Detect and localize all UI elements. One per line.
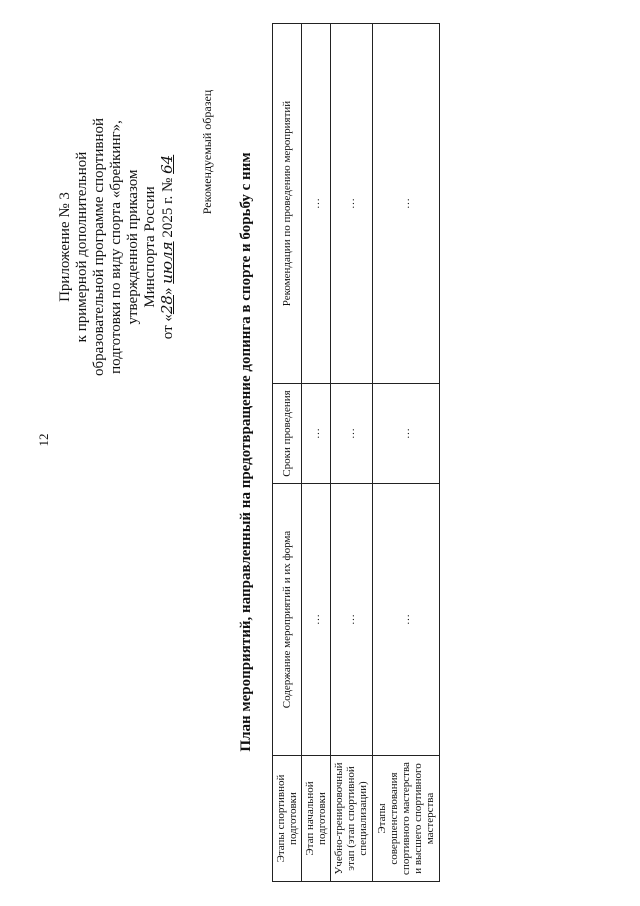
table-row — [301, 24, 330, 882]
appendix-date-line — [159, 52, 177, 442]
date-day: 28 — [158, 295, 176, 315]
table-row — [330, 24, 372, 882]
appendix-line-3: образовательной программе спортивной — [91, 117, 107, 377]
table-cell: Этап начальной подготовки — [301, 756, 330, 882]
header-terms: Сроки проведения — [273, 384, 302, 484]
table-cell: … — [330, 384, 372, 484]
header-content: Содержание мероприятий и их форма — [273, 484, 302, 756]
order-number: 64 — [158, 154, 176, 174]
date-prefix: от « — [160, 314, 176, 340]
table-cell: … — [301, 24, 330, 384]
table-cell: … — [330, 484, 372, 756]
table-header-row — [273, 24, 302, 882]
page-number: 12 — [36, 433, 51, 447]
appendix-line-5: утвержденной приказом — [125, 169, 141, 325]
header-stages: Этапы спортивной подготовки — [273, 756, 302, 882]
rotated-page-content — [57, 12, 640, 892]
appendix-line-4: подготовки по виду спорта «брейкинг», — [108, 120, 124, 374]
date-month: июля — [158, 241, 176, 284]
anti-doping-plan-table — [272, 23, 440, 882]
date-mid: » — [160, 283, 176, 296]
date-year: 2025 г. № — [160, 173, 176, 242]
appendix-line-2: к примерной дополнительной — [74, 151, 90, 343]
table-row — [372, 24, 439, 882]
table-cell: … — [301, 384, 330, 484]
appendix-header — [57, 52, 177, 442]
recommended-sample-note: Рекомендуемый образец — [200, 89, 214, 215]
document-title: План мероприятий, направленный на предотвращение допинга в спорте и борьбу с ним — [238, 152, 254, 752]
table-cell: Этапы совершенствования спортивного мастерства и высшего спортивного мастерства — [372, 756, 439, 882]
table-cell: … — [301, 484, 330, 756]
table-cell: … — [372, 24, 439, 384]
appendix-line-1: Приложение № 3 — [57, 192, 73, 302]
header-recommendations: Рекомендации по проведению мероприятий — [273, 24, 302, 384]
table-cell: … — [330, 24, 372, 384]
table-cell: … — [372, 384, 439, 484]
table-cell: … — [372, 484, 439, 756]
appendix-line-6: Минспорта России — [142, 186, 158, 308]
table-cell: Учебно-тренировочный этап (этап спортивной специализации) — [330, 756, 372, 882]
